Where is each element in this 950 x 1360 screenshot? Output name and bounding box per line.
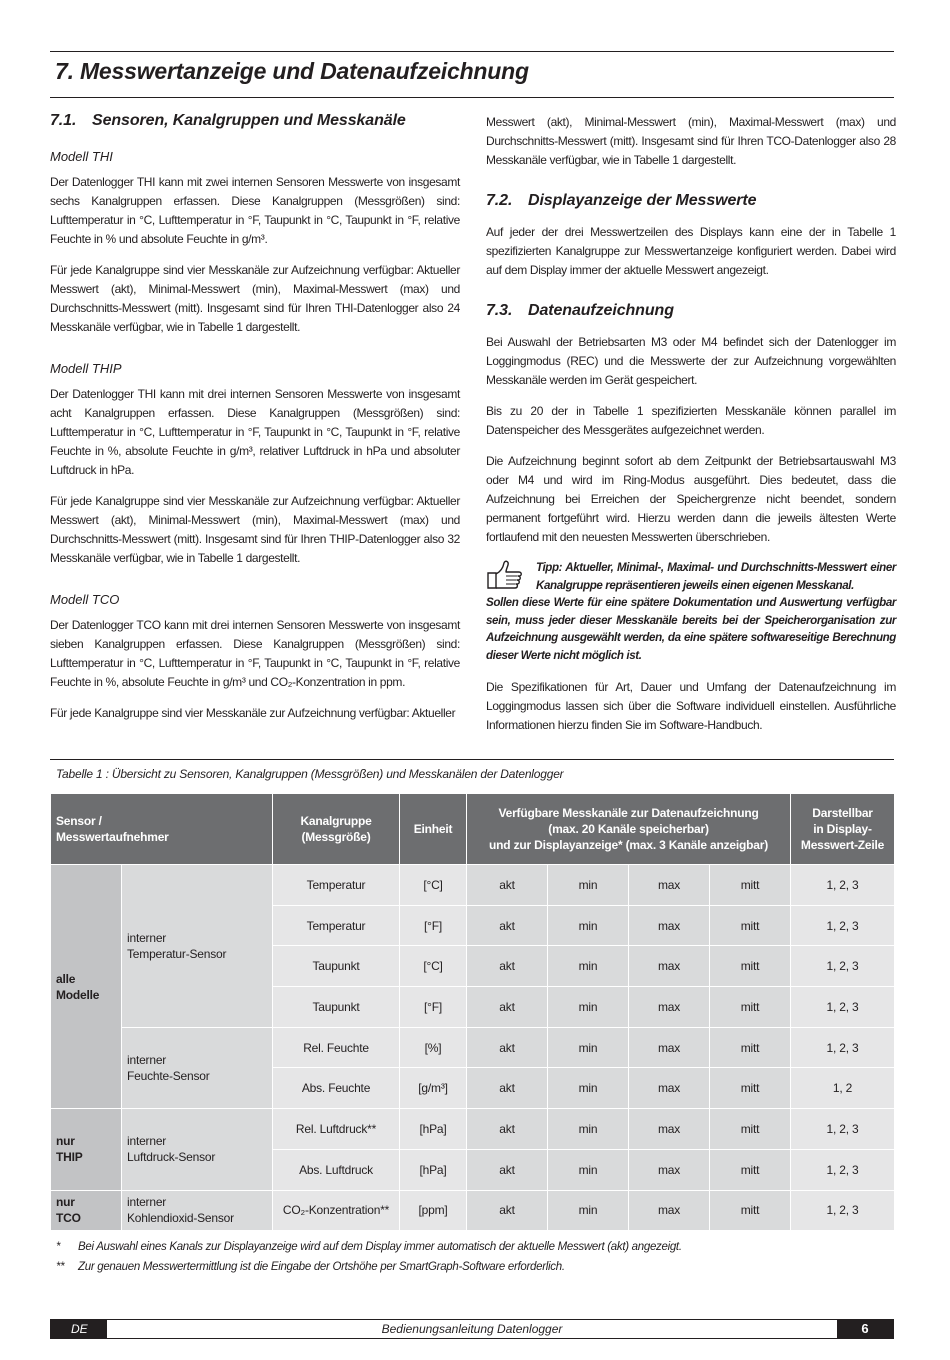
model-text: nur bbox=[56, 1195, 75, 1210]
table-row bbox=[51, 1190, 895, 1231]
model-text: THIP bbox=[56, 1150, 83, 1165]
model-cell-tco bbox=[51, 1190, 122, 1231]
channel-min-cell: min bbox=[548, 1149, 629, 1190]
section-heading-7-3 bbox=[486, 302, 896, 320]
channel-mitt-cell: mitt bbox=[710, 865, 791, 906]
channel-min-cell: min bbox=[548, 1027, 629, 1068]
display-cell: 1, 2, 3 bbox=[791, 946, 895, 987]
header-messkanaele bbox=[467, 794, 791, 865]
header-sensor bbox=[51, 794, 273, 865]
header-kanalgruppe bbox=[273, 794, 400, 865]
channel-mitt-cell: mitt bbox=[710, 1109, 791, 1150]
paragraph: Die Spezifikationen für Art, Dauer und Umfang der Datenaufzeichnung im Loggingmodus lassen sich über die Software individuell einstellen. Ausführliche Informationen hierzu finden Sie im Software-Handbuch. bbox=[486, 680, 896, 732]
kanal-cell: Rel. Luftdruck** bbox=[273, 1109, 400, 1150]
footnote-mark: * bbox=[56, 1241, 61, 1253]
channel-max-cell: max bbox=[629, 1149, 710, 1190]
section-number: 7.3. bbox=[486, 302, 513, 319]
paragraph: Für jede Kanalgruppe sind vier Messkanäle zur Aufzeichnung verfügbar: Aktueller Messwert (akt), Minimal-Messwert (min), Maximal-Messwert (max) und Durchschnitts-Messwert (mitt). Insgesamt sind für Ihren THI-Datenlogger also 24 Messkanäle verfügbar, wie in Tabelle 1 dargestellt. bbox=[50, 263, 460, 334]
tip-lead: Tipp: Aktueller, Minimal-, Maximal- und Durchschnitts-Messwert einer Kanalgruppe repräsentieren jeweils einen eigenen Messkanal. bbox=[536, 561, 896, 592]
header-text: Verfügbare Messkanäle zur Datenaufzeichnung bbox=[498, 806, 759, 820]
channel-mitt-cell: mitt bbox=[710, 905, 791, 946]
channel-min-cell: min bbox=[548, 1068, 629, 1109]
footer-title: Bedienungsanleitung Datenlogger bbox=[381, 1322, 563, 1336]
einheit-cell: [°F] bbox=[400, 987, 467, 1028]
display-cell: 1, 2, 3 bbox=[791, 1109, 895, 1150]
channel-mitt-cell: mitt bbox=[710, 1068, 791, 1109]
channel-max-cell: max bbox=[629, 987, 710, 1028]
kanal-cell: Taupunkt bbox=[273, 946, 400, 987]
table-header-row bbox=[51, 794, 895, 865]
footnote-mark: ** bbox=[56, 1261, 65, 1273]
model-text: nur bbox=[56, 1134, 75, 1149]
paragraph: Auf jeder der drei Messwertzeilen des Displays kann eine der in Tabelle 1 spezifizierten Kanalgruppe zur Messwertanzeige konfiguriert werden. Dabei wird auf dem Display immer der aktuelle Messwert angezeigt. bbox=[486, 225, 896, 277]
sensor-text: Luftdruck-Sensor bbox=[127, 1150, 216, 1165]
einheit-cell: [hPa] bbox=[400, 1109, 467, 1150]
paragraph: Bis zu 20 der in Tabelle 1 spezifizierten Messkanäle können parallel im Datenspeicher des Messgerätes aufgezeichnet werden. bbox=[486, 404, 896, 437]
model-cell-alle bbox=[51, 865, 122, 1109]
channel-akt-cell: akt bbox=[467, 1068, 548, 1109]
einheit-cell: [ppm] bbox=[400, 1190, 467, 1231]
sensor-text: interner bbox=[127, 930, 167, 945]
paragraph: Bei Auswahl der Betriebsarten M3 oder M4 befindet sich der Datenlogger im Loggingmodus (REC) und die Messwerte der zur Aufzeichnung vorgewählten Messkanäle werden im Gerät gespeichert. bbox=[486, 335, 896, 387]
channel-max-cell: max bbox=[629, 865, 710, 906]
footnote-text: Bei Auswahl eines Kanals zur Displayanzeige wird auf dem Display immer automatisch der aktuelle Messwert (akt) angezeigt. bbox=[78, 1241, 682, 1253]
model-heading-thi: Modell THI bbox=[50, 149, 113, 164]
channel-akt-cell: akt bbox=[467, 905, 548, 946]
top-rule bbox=[50, 51, 894, 52]
chapter-title: 7. Messwertanzeige und Datenaufzeichnung bbox=[55, 58, 529, 84]
kanal-cell: Temperatur bbox=[273, 865, 400, 906]
left-column bbox=[50, 112, 460, 735]
sensor-cell-humidity bbox=[122, 1027, 273, 1108]
channel-akt-cell: akt bbox=[467, 987, 548, 1028]
page-footer bbox=[50, 1319, 894, 1339]
model-cell-thip bbox=[51, 1109, 122, 1190]
display-cell: 1, 2, 3 bbox=[791, 865, 895, 906]
section-title: Displayanzeige der Messwerte bbox=[528, 192, 757, 209]
paragraph: Für jede Kanalgruppe sind vier Messkanäle zur Aufzeichnung verfügbar: Aktueller Messwert (akt), Minimal-Messwert (min), Maximal-Messwert (max) und Durchschnitts-Messwert (mitt). Insgesamt sind für Ihren THIP-Datenlogger also 32 Messkanäle verfügbar, wie in Tabelle 1 dargestellt. bbox=[50, 494, 460, 565]
paragraph: Der Datenlogger THI kann mit zwei internen Sensoren Messwerte von insgesamt sechs Kanalgruppen erfassen. Diese Kanalgruppen (Messgrößen) sind: Lufttemperatur in °C, Lufttemperatur in °F, Taupunkt in °C, Taupunkt in °F, relative Feuchte in % und absolute Feuchte in g/m³. bbox=[50, 175, 460, 246]
channel-mitt-cell: mitt bbox=[710, 987, 791, 1028]
kanal-cell: Taupunkt bbox=[273, 987, 400, 1028]
channel-max-cell: max bbox=[629, 1068, 710, 1109]
header-text: Messwert-Zeile bbox=[800, 838, 885, 852]
kanal-cell: CO₂-Konzentration** bbox=[273, 1190, 400, 1231]
header-text: in Display- bbox=[813, 822, 872, 836]
paragraph: Der Datenlogger THI kann mit drei internen Sensoren Messwerte von insgesamt acht Kanalgruppen erfassen. Diese Kanalgruppen (Messgrößen) sind: Lufttemperatur in °C, Lufttemperatur in °F, Taupunkt in °C, Taupunkt in °F, relative Feuchte in %, absolute Feuchte in g/m³, relativer Luftdruck in hPa und absoluter Luftdruck in hPa. bbox=[50, 387, 460, 477]
footer-language: DE bbox=[51, 1320, 107, 1338]
header-einheit: Einheit bbox=[400, 794, 467, 865]
display-cell: 1, 2 bbox=[791, 1068, 895, 1109]
header-text: Sensor / bbox=[56, 814, 102, 828]
sensor-text: interner bbox=[127, 1134, 167, 1149]
channel-mitt-cell: mitt bbox=[710, 1027, 791, 1068]
channel-akt-cell: akt bbox=[467, 1027, 548, 1068]
sensor-text: interner bbox=[127, 1195, 167, 1210]
model-heading-thip: Modell THIP bbox=[50, 361, 122, 376]
paragraph: Messwert (akt), Minimal-Messwert (min), Maximal-Messwert (max) und Durchschnitts-Messwert (mitt). Insgesamt sind für Ihren TCO-Datenlogger also 28 Messkanäle verfügbar, wie in Tabelle 1 dargestellt. bbox=[486, 115, 896, 167]
channel-akt-cell: akt bbox=[467, 865, 548, 906]
channel-min-cell: min bbox=[548, 1190, 629, 1231]
header-text: Kanalgruppe bbox=[300, 814, 372, 828]
display-cell: 1, 2, 3 bbox=[791, 1027, 895, 1068]
display-cell: 1, 2, 3 bbox=[791, 1190, 895, 1231]
tip-box bbox=[486, 559, 896, 664]
channel-akt-cell: akt bbox=[467, 1149, 548, 1190]
header-text: (max. 20 Kanäle speicherbar) bbox=[548, 822, 709, 836]
einheit-cell: [°F] bbox=[400, 905, 467, 946]
model-heading-tco: Modell TCO bbox=[50, 592, 120, 607]
tip-rest: Sollen diese Werte für eine spätere Dokumentation und Auswertung verfügbar sein, muss jeder dieser Messkanäle bereits bei der Speicherorganisation zur Aufzeichnung ausgewählt werden, da eine spätere softwareseitige Berechnung dieser Werte nicht möglich ist. bbox=[486, 596, 896, 662]
channel-max-cell: max bbox=[629, 1190, 710, 1231]
channel-min-cell: min bbox=[548, 987, 629, 1028]
paragraph: Für jede Kanalgruppe sind vier Messkanäle zur Aufzeichnung verfügbar: Aktueller bbox=[50, 706, 456, 720]
sensor-channel-table bbox=[50, 793, 895, 1231]
footnote-2 bbox=[56, 1261, 565, 1273]
einheit-cell: [%] bbox=[400, 1027, 467, 1068]
channel-akt-cell: akt bbox=[467, 1109, 548, 1150]
page-number: 6 bbox=[837, 1320, 893, 1338]
sensor-text: interner bbox=[127, 1052, 167, 1067]
sensor-cell-co2 bbox=[122, 1190, 273, 1231]
kanal-cell: Abs. Luftdruck bbox=[273, 1149, 400, 1190]
model-text: Modelle bbox=[56, 987, 100, 1002]
footnote-1 bbox=[56, 1241, 682, 1253]
sensor-text: Feuchte-Sensor bbox=[127, 1068, 210, 1083]
display-cell: 1, 2, 3 bbox=[791, 1149, 895, 1190]
model-text: TCO bbox=[56, 1211, 81, 1226]
table-row bbox=[51, 865, 895, 906]
table-row bbox=[51, 1109, 895, 1150]
model-text: alle bbox=[56, 971, 76, 986]
thumbs-up-hand-icon bbox=[486, 559, 526, 591]
header-display bbox=[791, 794, 895, 865]
section-title: Datenaufzeichnung bbox=[528, 302, 674, 319]
kanal-cell: Abs. Feuchte bbox=[273, 1068, 400, 1109]
channel-min-cell: min bbox=[548, 905, 629, 946]
table-caption: Tabelle 1 : Übersicht zu Sensoren, Kanalgruppen (Messgrößen) und Messkanälen der Datenlogger bbox=[56, 767, 564, 781]
section-heading-7-1 bbox=[50, 112, 460, 130]
channel-mitt-cell: mitt bbox=[710, 1149, 791, 1190]
right-column bbox=[486, 113, 896, 747]
header-text: Darstellbar bbox=[812, 806, 873, 820]
kanal-cell: Rel. Feuchte bbox=[273, 1027, 400, 1068]
channel-max-cell: max bbox=[629, 905, 710, 946]
einheit-cell: [°C] bbox=[400, 946, 467, 987]
channel-mitt-cell: mitt bbox=[710, 946, 791, 987]
header-text: Messwertaufnehmer bbox=[56, 830, 169, 844]
einheit-cell: [°C] bbox=[400, 865, 467, 906]
channel-max-cell: max bbox=[629, 946, 710, 987]
channel-min-cell: min bbox=[548, 865, 629, 906]
display-cell: 1, 2, 3 bbox=[791, 905, 895, 946]
einheit-cell: [g/m³] bbox=[400, 1068, 467, 1109]
channel-min-cell: min bbox=[548, 946, 629, 987]
footnote-text: Zur genauen Messwertermittlung ist die Eingabe der Ortshöhe per SmartGraph-Software erforderlich. bbox=[78, 1261, 565, 1273]
section-title: Sensoren, Kanalgruppen und Messkanäle bbox=[92, 112, 406, 129]
sensor-cell-pressure bbox=[122, 1109, 273, 1190]
kanal-cell: Temperatur bbox=[273, 905, 400, 946]
section-heading-7-2 bbox=[486, 192, 896, 210]
header-text: (Messgröße) bbox=[301, 830, 371, 844]
channel-mitt-cell: mitt bbox=[710, 1190, 791, 1231]
channel-max-cell: max bbox=[629, 1027, 710, 1068]
channel-max-cell: max bbox=[629, 1109, 710, 1150]
table-row bbox=[51, 1027, 895, 1068]
sensor-cell-temperature bbox=[122, 865, 273, 1028]
paragraph: Die Aufzeichnung beginnt sofort ab dem Zeitpunkt der Betriebsartauswahl M3 oder M4 und wird im Ring-Modus ausgeführt. Dies bedeutet, dass die Aufzeichnung bei Erreichen der Speichergrenze nicht beendet, sondern permanent fortgeführt wird. Hierzu werden dann die jeweils ältesten Werte fortlaufend mit den neuesten Messwerten überschrieben. bbox=[486, 454, 896, 544]
table-top-rule bbox=[50, 759, 894, 760]
tip-text bbox=[486, 559, 896, 664]
paragraph: Der Datenlogger TCO kann mit drei internen Sensoren Messwerte von insgesamt sieben Kanalgruppen erfassen. Diese Kanalgruppen (Messgrößen) sind: Lufttemperatur in °C, Lufttemperatur in °F, Taupunkt in °C, Taupunkt in °F, relative Feuchte in %, absolute Feuchte in g/m³ und CO₂-Konzentration in ppm. bbox=[50, 618, 460, 689]
header-text: und zur Displayanzeige* (max. 3 Kanäle anzeigbar) bbox=[489, 838, 768, 852]
sensor-text: Temperatur-Sensor bbox=[127, 946, 227, 961]
display-cell: 1, 2, 3 bbox=[791, 987, 895, 1028]
section-number: 7.1. bbox=[50, 112, 77, 129]
section-number: 7.2. bbox=[486, 192, 513, 209]
sensor-text: Kohlendioxid-Sensor bbox=[127, 1211, 234, 1226]
channel-akt-cell: akt bbox=[467, 946, 548, 987]
einheit-cell: [hPa] bbox=[400, 1149, 467, 1190]
channel-min-cell: min bbox=[548, 1109, 629, 1150]
channel-akt-cell: akt bbox=[467, 1190, 548, 1231]
title-rule bbox=[50, 97, 894, 98]
